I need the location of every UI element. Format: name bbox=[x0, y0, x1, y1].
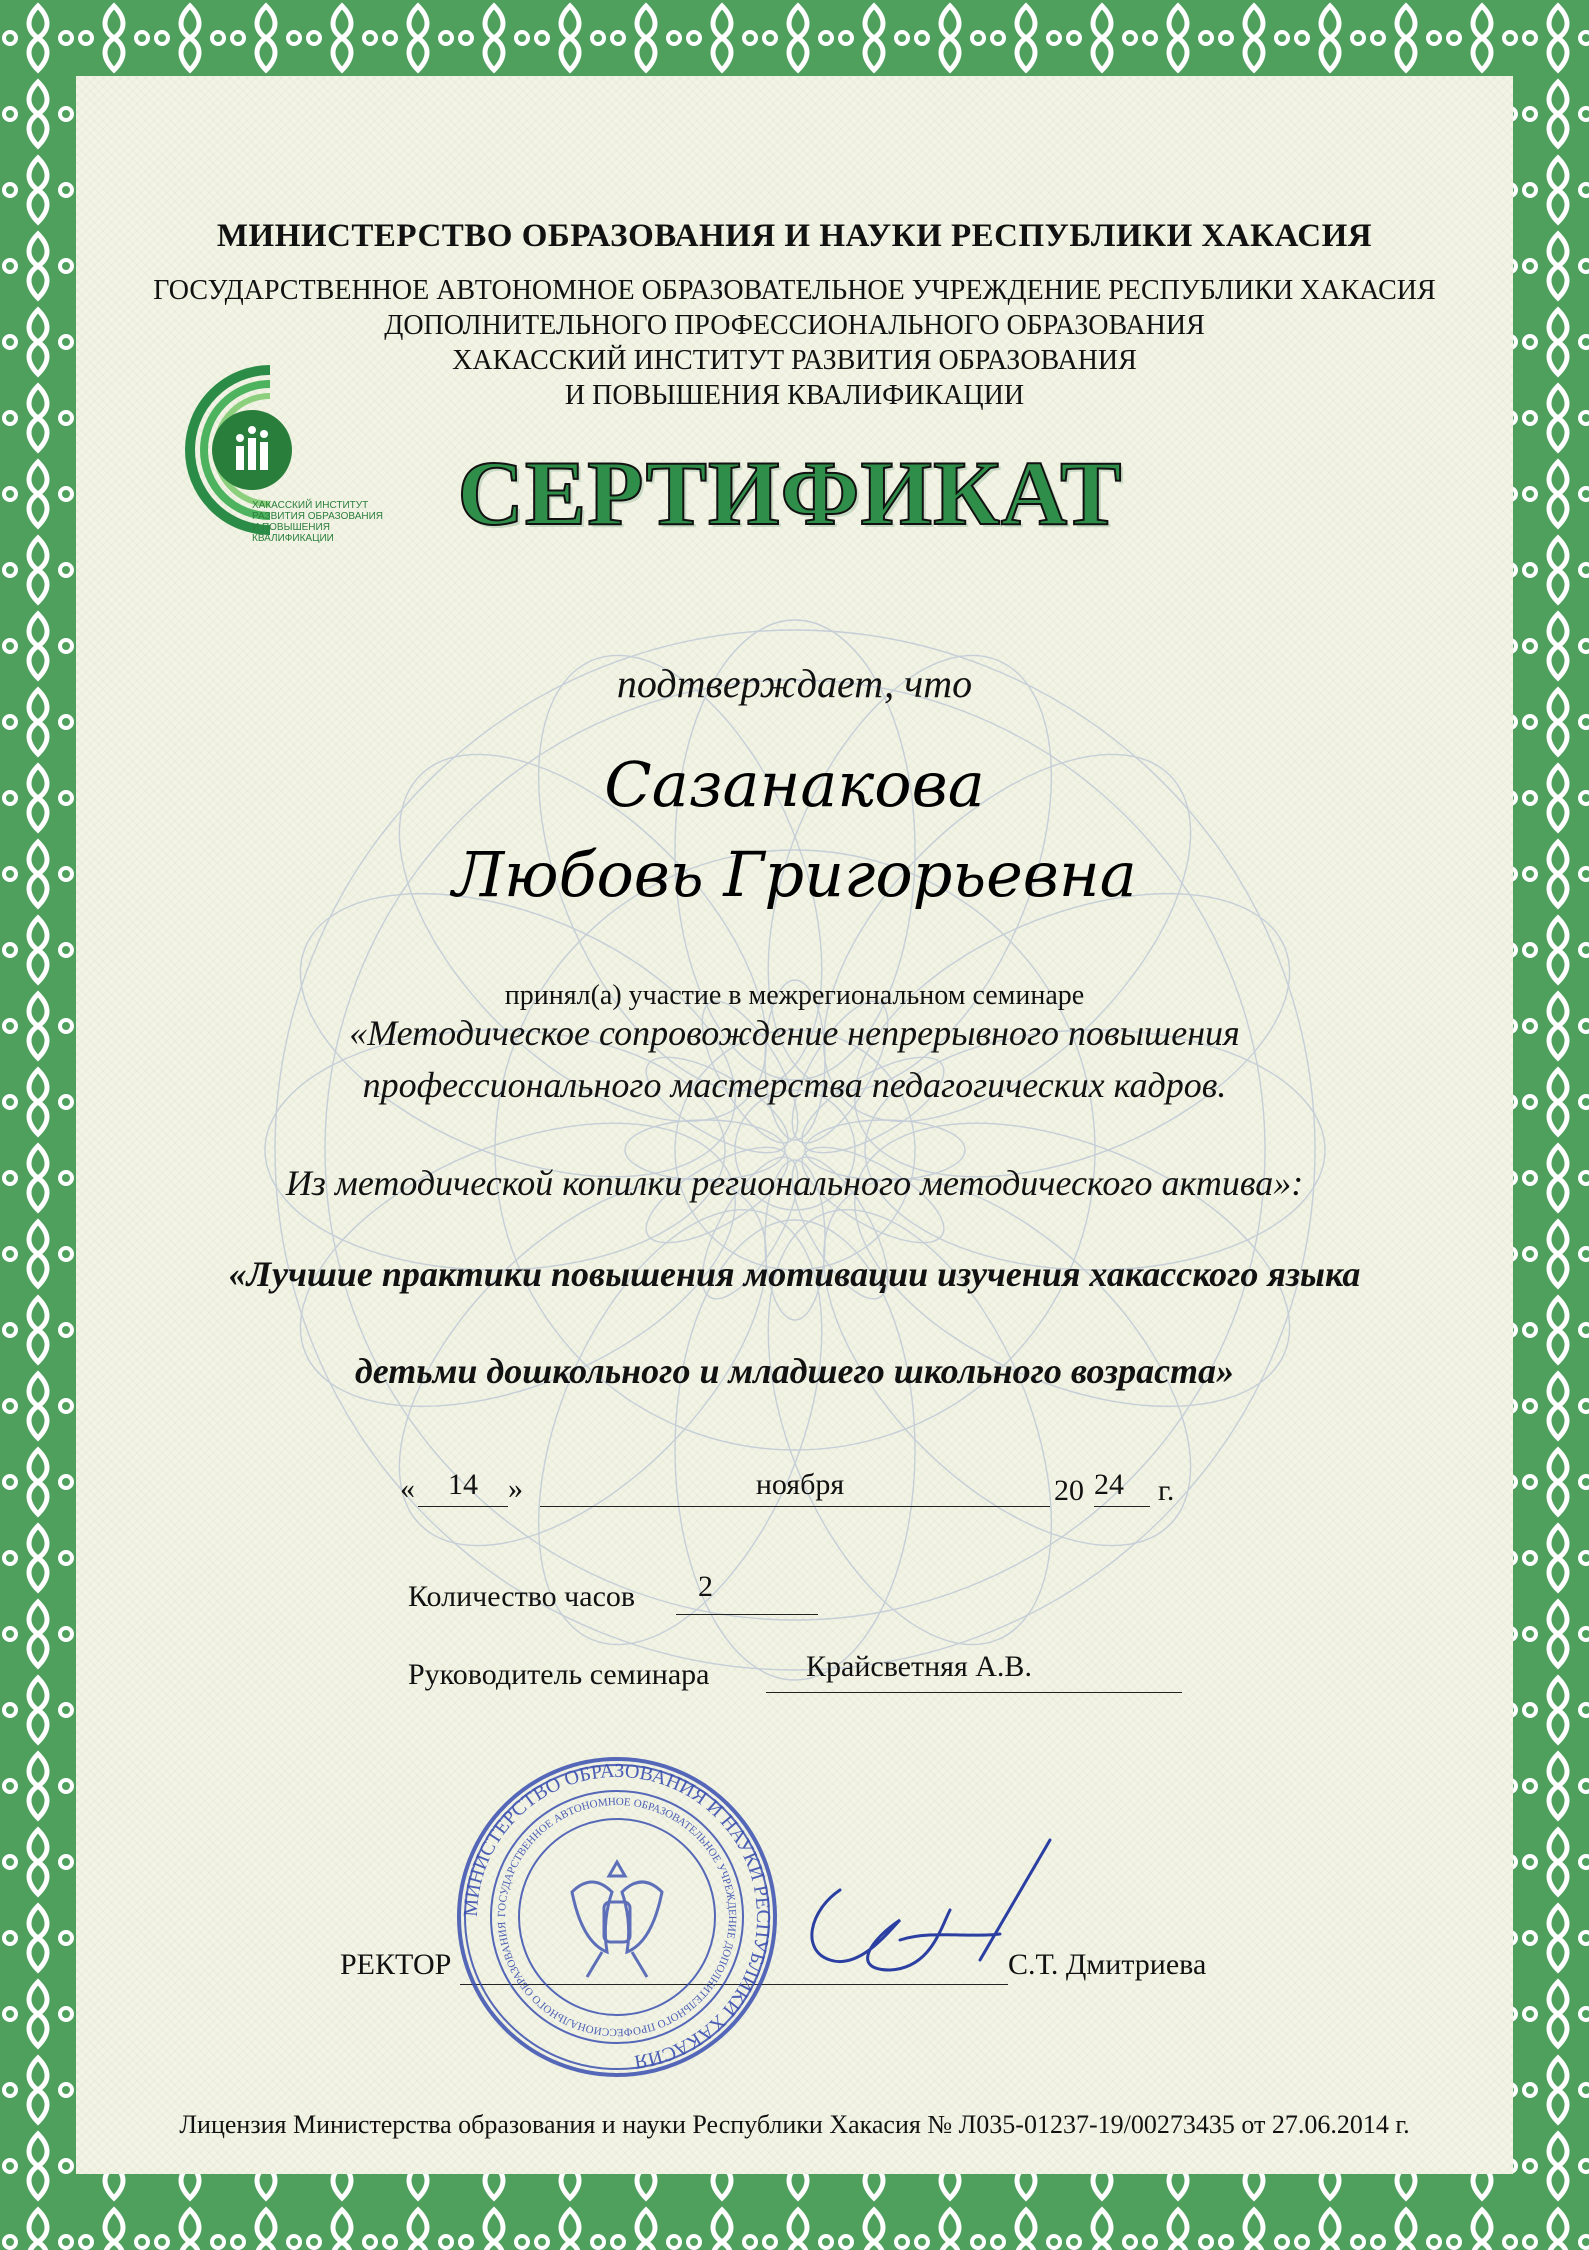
certificate-title: СЕРТИФИКАТ bbox=[457, 442, 1123, 544]
hours-underline bbox=[676, 1614, 818, 1615]
license-footer: Лицензия Министерства образования и науки Республики Хакасия № Л035-01237-19/00273435 от 27.06.2014 г. bbox=[179, 2110, 1410, 2139]
topic-line-1: «Лучшие практики повышения мотивации изучения хакасского языка bbox=[228, 1254, 1361, 1294]
confirms-text: подтверждает, что bbox=[616, 661, 973, 706]
institution-line-3: ХАКАССКИЙ ИНСТИТУТ РАЗВИТИЯ ОБРАЗОВАНИЯ bbox=[452, 345, 1137, 376]
date-open-quote: « bbox=[400, 1472, 415, 1505]
ministry-heading: МИНИСТЕРСТВО ОБРАЗОВАНИЯ И НАУКИ РЕСПУБЛИКИ ХАКАСИЯ bbox=[216, 218, 1373, 254]
seminar-line-3: Из методической копилки регионального методического актива»: bbox=[285, 1163, 1304, 1203]
date-month: ноября bbox=[755, 1468, 845, 1501]
date-close-quote: » bbox=[508, 1472, 523, 1505]
rector-signature bbox=[780, 1830, 1080, 1990]
year-underline bbox=[1094, 1506, 1150, 1507]
seminar-line-2: профессионального мастерства педагогических кадров. bbox=[362, 1065, 1227, 1105]
participation-text: принял(а) участие в межрегиональном семинаре bbox=[504, 980, 1085, 1011]
leader-underline bbox=[766, 1692, 1182, 1693]
recipient-given-name: Любовь Григорьевна bbox=[452, 838, 1137, 911]
date-day: 14 bbox=[448, 1468, 478, 1501]
svg-text:ГОСУДАРСТВЕННОЕ АВТОНОМНОЕ ОБР bbox=[496, 1796, 738, 2038]
logo-caption-3: И ПОВЫШЕНИЯ КВАЛИФИКАЦИИ bbox=[252, 522, 334, 544]
stamp-outer-text: МИНИСТЕРСТВО ОБРАЗОВАНИЯ И НАУКИ РЕСПУБЛИКИ ХАКАСИЯ bbox=[459, 1759, 775, 2073]
institution-line-2: ДОПОЛНИТЕЛЬНОГО ПРОФЕССИОНАЛЬНОГО ОБРАЗОВАНИЯ bbox=[384, 310, 1205, 341]
double-eagle-icon bbox=[572, 1862, 662, 1977]
institute-logo bbox=[160, 360, 410, 544]
logo-caption-2: РАЗВИТИЯ ОБРАЗОВАНИЯ bbox=[252, 511, 383, 522]
official-stamp bbox=[452, 1752, 782, 2082]
hours-value: 2 bbox=[698, 1570, 713, 1603]
stamp-inner-text: ГОСУДАРСТВЕННОЕ АВТОНОМНОЕ ОБРАЗОВАТЕЛЬНОЕ УЧРЕЖДЕНИЕ ДОПОЛНИТЕЛЬНОГО ПРОФЕССИОНАЛЬНОГО ОБРАЗОВАНИЯ bbox=[495, 1795, 739, 2039]
date-year-word: г. bbox=[1158, 1474, 1175, 1507]
leader-label: Руководитель семинара bbox=[408, 1658, 710, 1691]
rector-label: РЕКТОР bbox=[340, 1948, 452, 1981]
logo-caption-1: ХАКАССКИЙ ИНСТИТУТ bbox=[252, 500, 369, 511]
month-underline bbox=[540, 1506, 1050, 1507]
date-year-prefix: 20 bbox=[1054, 1474, 1084, 1507]
rector-name: С.Т. Дмитриева bbox=[1008, 1948, 1207, 1981]
recipient-surname: Сазанакова bbox=[604, 748, 985, 821]
hours-label: Количество часов bbox=[408, 1580, 636, 1613]
date-year-suffix: 24 bbox=[1094, 1468, 1124, 1501]
seminar-line-1: «Методическое сопровождение непрерывного повышения bbox=[349, 1013, 1240, 1053]
day-underline bbox=[418, 1506, 508, 1507]
institution-line-1: ГОСУДАРСТВЕННОЕ АВТОНОМНОЕ ОБРАЗОВАТЕЛЬНОЕ УЧРЕЖДЕНИЕ РЕСПУБЛИКИ ХАКАСИЯ bbox=[153, 275, 1436, 306]
leader-value: Крайсветняя А.В. bbox=[806, 1650, 1032, 1683]
institution-line-4: И ПОВЫШЕНИЯ КВАЛИФИКАЦИИ bbox=[564, 380, 1025, 411]
topic-line-2: детьми дошкольного и младшего школьного возраста» bbox=[354, 1351, 1235, 1391]
